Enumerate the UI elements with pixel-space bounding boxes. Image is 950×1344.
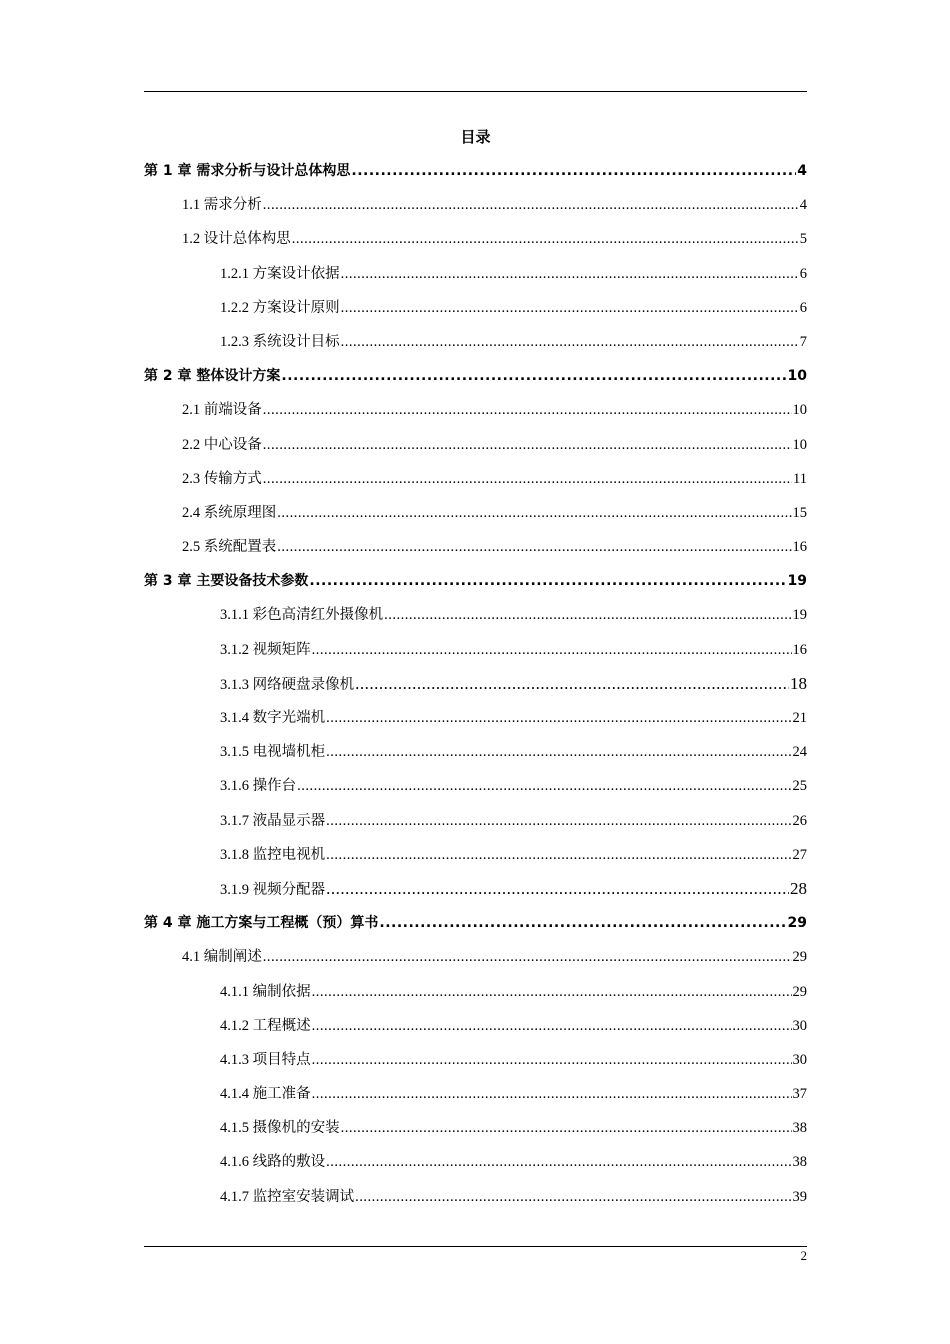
toc-leader-dots <box>326 838 791 872</box>
toc-entry-page: 29 <box>792 949 807 966</box>
toc-entry-page: 29 <box>787 915 807 932</box>
toc-leader-dots <box>263 940 792 974</box>
toc-entry[interactable] <box>144 598 807 632</box>
toc-leader-dots <box>341 257 799 291</box>
toc-leader-dots <box>281 359 786 393</box>
toc-entry-label: 3.1.1 彩色高清红外摄像机 <box>220 607 384 624</box>
toc-entry-label: 3.1.4 数字光端机 <box>220 710 326 726</box>
toc-leader-dots <box>341 291 799 325</box>
toc-entry-page: 10 <box>792 436 807 453</box>
toc-entry-label: 2.5 系统配置表 <box>182 539 277 556</box>
toc-entry-page: 6 <box>799 265 807 282</box>
toc-entry[interactable] <box>144 359 807 393</box>
toc-entry-page: 16 <box>792 539 807 556</box>
toc-entry[interactable] <box>144 462 807 496</box>
toc-leader-dots <box>326 872 789 906</box>
toc-entry-label: 4.1 编制阐述 <box>182 949 262 966</box>
toc-entry[interactable] <box>144 1077 807 1111</box>
toc-entry-page: 5 <box>799 231 807 248</box>
toc-entry-page: 29 <box>792 983 807 1000</box>
toc-leader-dots <box>263 188 799 222</box>
toc-entry[interactable] <box>144 1043 807 1077</box>
toc-entry[interactable] <box>144 838 807 872</box>
toc-entry[interactable] <box>144 188 807 222</box>
toc-entry[interactable] <box>144 530 807 564</box>
toc-entry[interactable] <box>144 496 807 530</box>
toc-entry-label: 1.2 设计总体构思 <box>182 231 291 248</box>
toc-leader-dots <box>312 975 792 1009</box>
toc-entry[interactable] <box>144 257 807 291</box>
toc-entry-label: 4.1.5 摄像机的安装 <box>220 1120 340 1137</box>
toc-entry-page: 26 <box>792 812 807 829</box>
toc-entry-label: 4.1.6 线路的敷设 <box>220 1154 326 1171</box>
toc-entry-label: 3.1.2 视频矩阵 <box>220 641 311 658</box>
toc-entry-label: 第 1 章 需求分析与设计总体构思 <box>144 163 351 179</box>
toc-entry-label: 3.1.9 视频分配器 <box>220 881 326 898</box>
toc-entry-label: 第 3 章 主要设备技术参数 <box>144 573 309 590</box>
table-of-contents <box>144 154 807 1214</box>
toc-entry-page: 18 <box>790 673 807 693</box>
toc-entry-label: 4.1.3 项目特点 <box>220 1051 311 1068</box>
toc-entry-page: 30 <box>792 1051 807 1068</box>
toc-entry[interactable] <box>144 975 807 1009</box>
toc-leader-dots <box>341 1111 792 1145</box>
toc-entry-page: 27 <box>792 846 807 863</box>
toc-entry-page: 10 <box>792 402 807 419</box>
toc-entry-label: 4.1.7 监控室安装调试 <box>220 1188 355 1205</box>
toc-entry-label: 2.4 系统原理图 <box>182 504 277 521</box>
toc-leader-dots <box>312 1043 792 1077</box>
toc-entry-page: 19 <box>787 573 807 590</box>
toc-entry-label: 4.1.2 工程概述 <box>220 1017 311 1034</box>
toc-entry[interactable] <box>144 428 807 462</box>
toc-entry-page: 21 <box>792 710 807 726</box>
toc-leader-dots <box>326 804 791 838</box>
toc-leader-dots <box>355 667 789 701</box>
toc-leader-dots <box>263 428 792 462</box>
toc-entry-page: 38 <box>792 1120 807 1137</box>
toc-entry-page: 10 <box>787 368 807 385</box>
toc-entry-page: 37 <box>792 1086 807 1103</box>
toc-entry-page: 4 <box>797 163 807 179</box>
toc-entry-page: 11 <box>793 470 807 487</box>
footer-rule <box>144 1246 807 1247</box>
toc-entry[interactable] <box>144 1009 807 1043</box>
toc-entry-page: 30 <box>792 1017 807 1034</box>
toc-entry-page: 24 <box>792 744 807 761</box>
header-rule <box>144 91 807 92</box>
toc-entry-label: 第 2 章 整体设计方案 <box>144 368 281 385</box>
toc-entry-label: 2.1 前端设备 <box>182 402 262 419</box>
toc-entry[interactable] <box>144 1111 807 1145</box>
toc-entry[interactable] <box>144 804 807 838</box>
toc-entry-label: 3.1.5 电视墙机柜 <box>220 744 326 761</box>
toc-entry-label: 1.2.2 方案设计原则 <box>220 299 340 316</box>
toc-entry-label: 3.1.7 液晶显示器 <box>220 812 326 829</box>
toc-entry[interactable] <box>144 1145 807 1179</box>
page-number: 2 <box>800 1248 807 1263</box>
toc-entry-page: 15 <box>792 504 807 521</box>
toc-entry-label: 第 4 章 施工方案与工程概（预）算书 <box>144 915 379 932</box>
toc-entry-label: 3.1.3 网络硬盘录像机 <box>220 676 355 693</box>
toc-leader-dots <box>277 530 791 564</box>
toc-leader-dots <box>297 769 791 803</box>
toc-entry[interactable] <box>144 222 807 256</box>
toc-leader-dots <box>326 701 791 735</box>
toc-entry-page: 4 <box>799 197 807 214</box>
toc-entry-page: 25 <box>792 778 807 795</box>
toc-entry-page: 39 <box>792 1188 807 1205</box>
toc-entry[interactable] <box>144 872 807 906</box>
toc-entry-label: 1.2.1 方案设计依据 <box>220 265 340 282</box>
toc-entry-page: 7 <box>799 333 807 350</box>
toc-entry-label: 3.1.8 监控电视机 <box>220 846 326 863</box>
toc-leader-dots <box>312 1009 792 1043</box>
toc-leader-dots <box>292 222 799 256</box>
toc-leader-dots <box>263 462 792 496</box>
toc-leader-dots <box>312 633 792 667</box>
toc-entry[interactable] <box>144 940 807 974</box>
toc-leader-dots <box>326 1145 791 1179</box>
toc-entry[interactable] <box>144 769 807 803</box>
toc-leader-dots <box>326 735 791 769</box>
toc-leader-dots <box>341 325 799 359</box>
toc-entry[interactable] <box>144 393 807 427</box>
toc-entry-label: 2.3 传输方式 <box>182 470 262 487</box>
toc-entry-label: 3.1.6 操作台 <box>220 778 297 795</box>
toc-leader-dots <box>379 906 786 940</box>
toc-entry-page: 38 <box>792 1154 807 1171</box>
toc-entry-label: 2.2 中心设备 <box>182 436 262 453</box>
toc-leader-dots <box>277 496 791 530</box>
toc-entry[interactable] <box>144 633 807 667</box>
toc-leader-dots <box>355 1180 791 1214</box>
toc-entry[interactable] <box>144 906 807 940</box>
toc-leader-dots <box>351 154 796 188</box>
toc-title: 目录 <box>460 128 491 146</box>
toc-entry[interactable] <box>144 701 807 735</box>
toc-entry[interactable] <box>144 1180 807 1214</box>
toc-entry[interactable] <box>144 154 807 188</box>
toc-entry-page: 19 <box>792 607 807 624</box>
toc-entry[interactable] <box>144 735 807 769</box>
toc-leader-dots <box>312 1077 792 1111</box>
toc-leader-dots <box>309 564 786 598</box>
toc-leader-dots <box>384 598 791 632</box>
toc-entry[interactable] <box>144 291 807 325</box>
toc-entry[interactable] <box>144 325 807 359</box>
toc-entry-page: 28 <box>790 878 807 898</box>
toc-entry-label: 4.1.1 编制依据 <box>220 983 311 1000</box>
toc-leader-dots <box>263 393 792 427</box>
toc-entry-label: 1.1 需求分析 <box>182 197 262 214</box>
toc-entry-page: 6 <box>799 299 807 316</box>
toc-entry-label: 1.2.3 系统设计目标 <box>220 333 340 350</box>
toc-entry[interactable] <box>144 564 807 598</box>
toc-entry[interactable] <box>144 667 807 701</box>
toc-entry-page: 16 <box>792 641 807 658</box>
toc-entry-label: 4.1.4 施工准备 <box>220 1086 311 1103</box>
